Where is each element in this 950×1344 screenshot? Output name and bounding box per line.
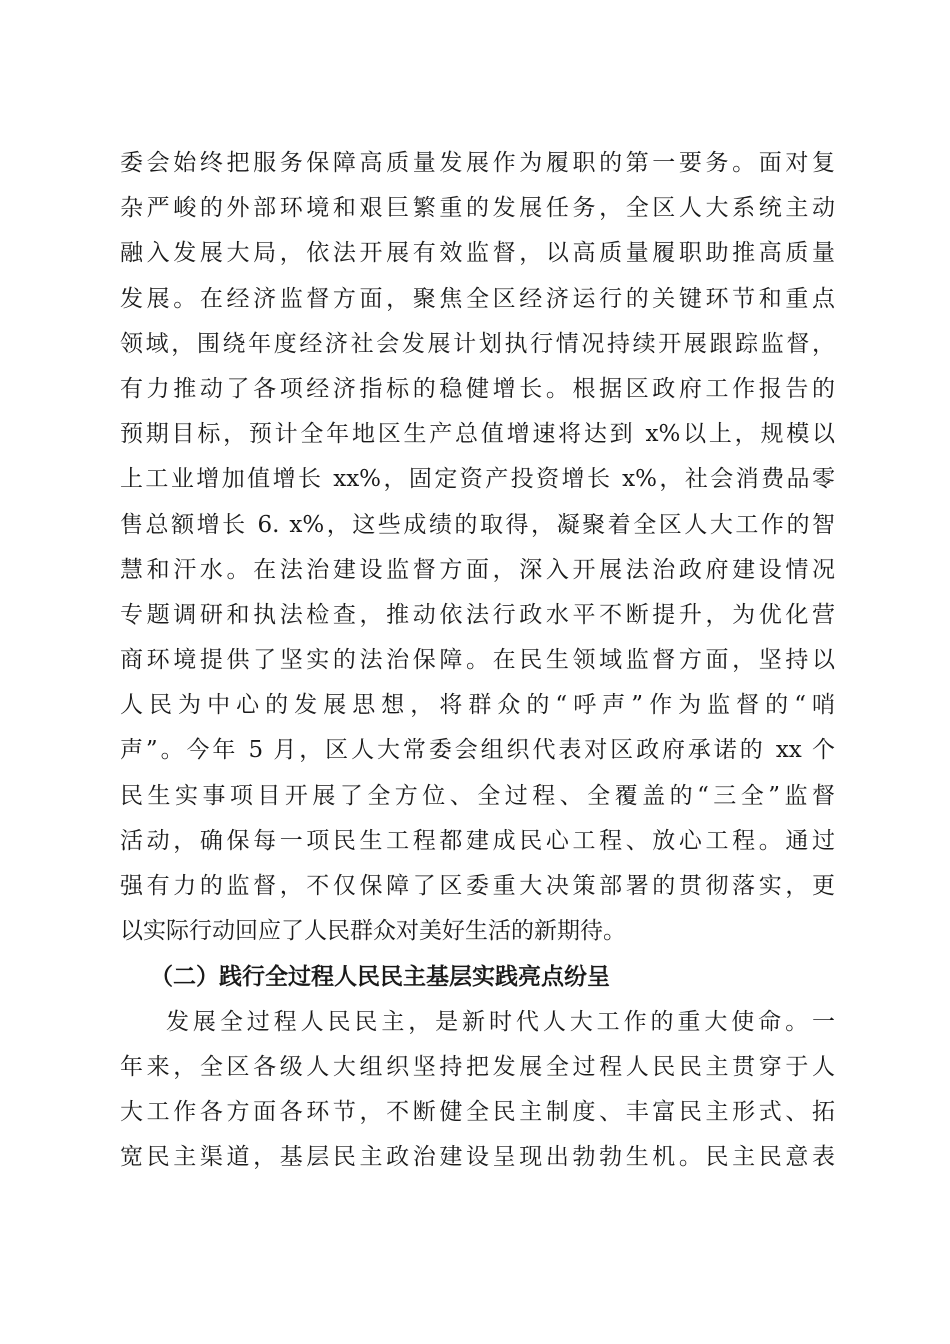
text-line: 融入发展大局，依法开展有效监督，以高质量履职助推高质量: [120, 240, 835, 267]
text-line: 有力推动了各项经济指标的稳健增长。根据区政府工作报告的: [120, 375, 835, 402]
section-heading: （二）践行全过程人民民主基层实践亮点纷呈: [150, 963, 610, 991]
text-line: 商环境提供了坚实的法治保障。在民生领域监督方面，坚持以: [120, 647, 835, 674]
text-line: 发展全过程人民民主，是新时代人大工作的重大使命。一: [166, 1008, 835, 1035]
text-line: 人民为中心的发展思想，将群众的“呼声”作为监督的“哨: [120, 692, 835, 719]
paragraph-1: [120, 141, 835, 954]
text-line: 专题调研和执法检查，推动依法行政水平不断提升，为优化营: [120, 601, 835, 628]
text-line: 发展。在经济监督方面，聚焦全区经济运行的关键环节和重点: [120, 285, 835, 312]
text-line: 宽民主渠道，基层民主政治建设呈现出勃勃生机。民主民意表: [120, 1144, 835, 1171]
text-line: 声”。今年 5 月，区人大常委会组织代表对区政府承诺的 xx 个: [120, 737, 835, 764]
text-line: 民生实事项目开展了全方位、全过程、全覆盖的“三全”监督: [120, 782, 835, 809]
text-line: 大工作各方面各环节，不断健全民主制度、丰富民主形式、拓: [120, 1098, 835, 1125]
text-line: 慧和汗水。在法治建设监督方面，深入开展法治政府建设情况: [120, 556, 835, 583]
text-line: 杂严峻的外部环境和艰巨繁重的发展任务，全区人大系统主动: [120, 195, 835, 222]
document-body: [120, 141, 835, 1180]
text-line: 委会始终把服务保障高质量发展作为履职的第一要务。面对复: [120, 150, 835, 176]
text-line: 活动，确保每一项民生工程都建成民心工程、放心工程。通过: [120, 827, 835, 854]
text-line: 预期目标，预计全年地区生产总值增速将达到 x%以上，规模以: [120, 421, 835, 448]
text-line: 上工业增加值增长 xx%，固定资产投资增长 x%，社会消费品零: [120, 466, 835, 493]
text-line: 强有力的监督，不仅保障了区委重大决策部署的贯彻落实，更: [120, 873, 835, 899]
text-line: 年来，全区各级人大组织坚持把发展全过程人民民主贯穿于人: [120, 1053, 835, 1080]
text-line: 售总额增长 6. x%，这些成绩的取得，凝聚着全区人大工作的智: [120, 511, 835, 538]
text-line: 以实际行动回应了人民群众对美好生活的新期待。: [120, 918, 626, 945]
paragraph-2: [120, 1000, 835, 1181]
text-line: 领域，围绕年度经济社会发展计划执行情况持续开展跟踪监督，: [120, 330, 835, 357]
